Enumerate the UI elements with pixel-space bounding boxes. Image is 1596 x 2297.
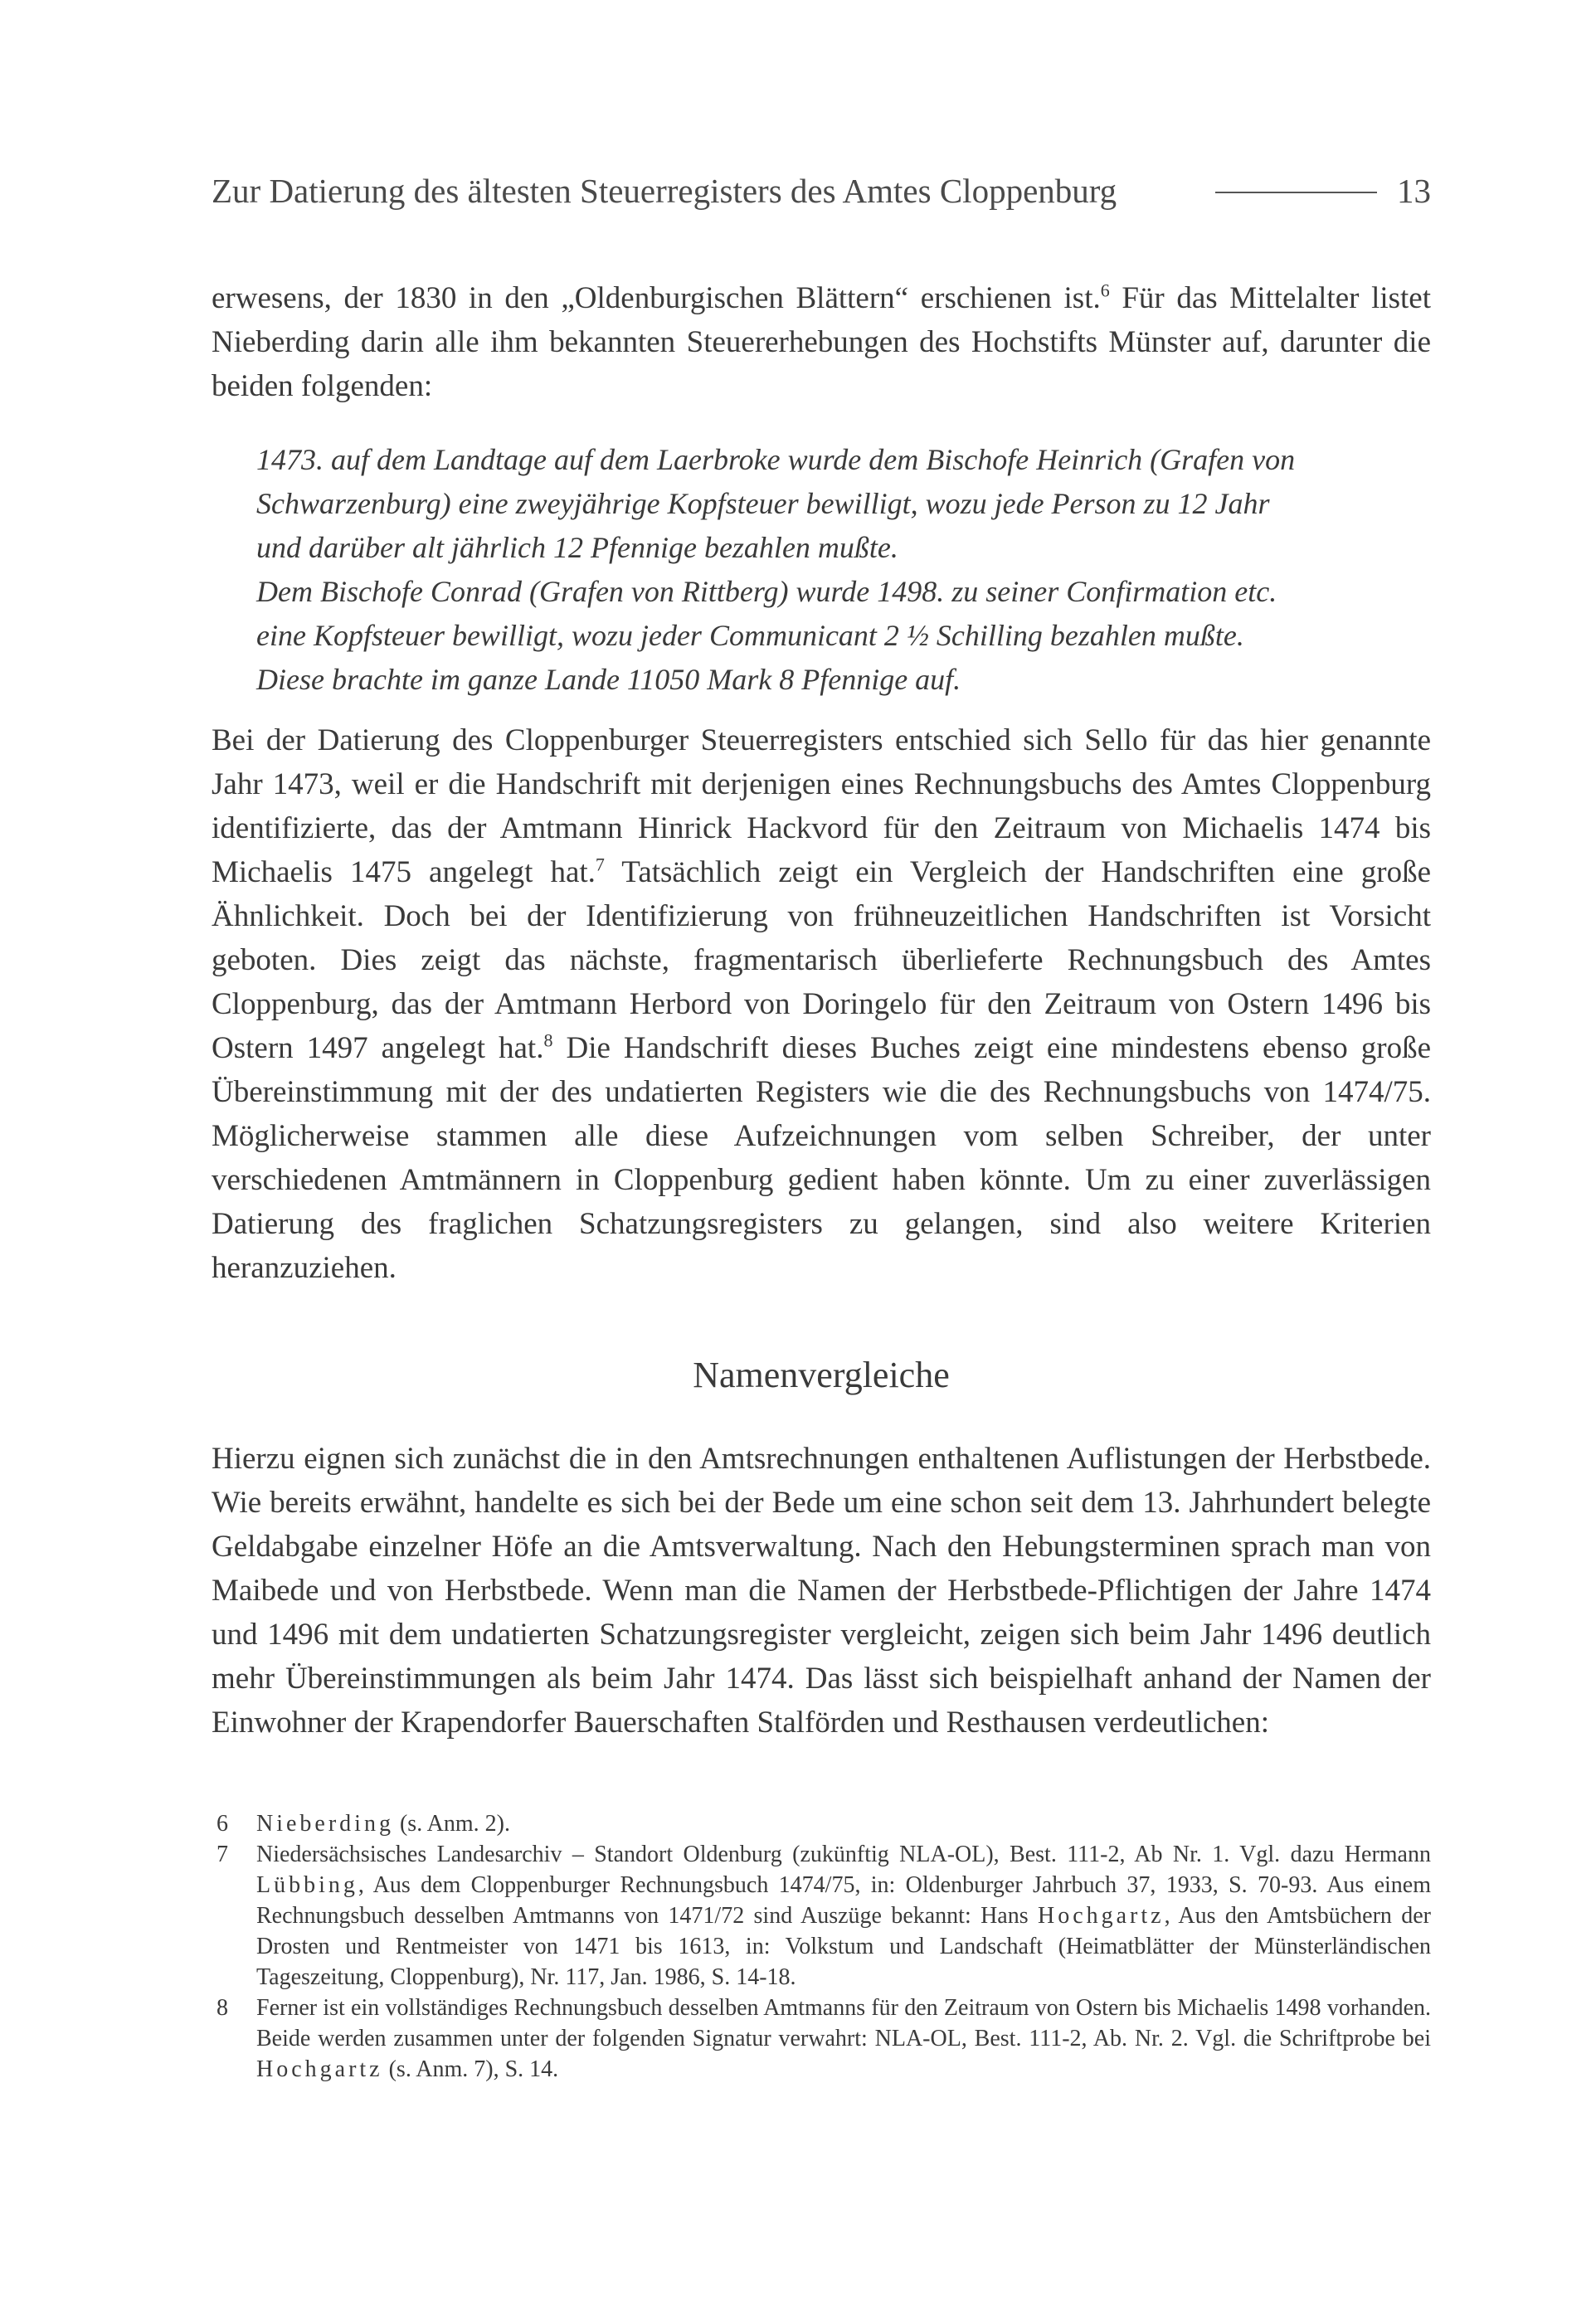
- footnote-author: Hochgartz: [1037, 1903, 1165, 1929]
- footnote-ref-7[interactable]: 7: [595, 854, 605, 875]
- block-quote: [256, 438, 1431, 702]
- paragraph-1-text-a: erwesens, der 1830 in den „Oldenburgischen Blättern“ erschienen ist.: [212, 281, 1101, 315]
- running-head-title: Zur Datierung des ältesten Steuerregisters des Amtes Cloppenburg: [212, 172, 1117, 210]
- footnote-author: Nieberding: [256, 1811, 394, 1837]
- paragraph-2-text-c: Die Handschrift dieses Buches zeigt eine mindestens ebenso große Übereinstimmung mit der des undatierten Registers wie die des Rechnungsbuchs von 1474/75. Möglicherweise stammen alle diese Aufzeichnungen vom selben Schreiber, der unter verschiedenen Amtmännern in Cloppenburg gedient haben könnte. Um zu einer zuverlässigen Datierung des fraglichen Schatzungsregisters zu gelangen, sind also weitere Kriterien heranzuziehen.: [212, 1031, 1432, 1285]
- section-heading: Namenvergleiche: [693, 1355, 950, 1395]
- paragraph-3: Hierzu eignen sich zunächst die in den Amtsrechnungen enthaltenen Auflistungen der Herbstbede. Wie bereits erwähnt, handelte es sich bei der Bede um eine schon seit dem 13. Jahrhundert belegte Geldabgabe einzelner Höfe an die Amtsverwaltung. Nach den Hebungsterminen sprach man von Maibede und von Herbstbede. Wenn man die Namen der Herbstbede-Pflichtigen der Jahre 1474 und 1496 mit dem undatierten Schatzungsregister vergleicht, zeigen sich beim Jahr 1496 deutlich mehr Übereinstimmungen als beim Jahr 1474. Das lässt sich beispielhaft anhand der Namen der Einwohner der Krapendorfer Bauerschaften Stalförden und Resthausen verdeutlichen:: [212, 1442, 1431, 1740]
- footnote-author: Lübbing: [256, 1872, 358, 1898]
- running-head-rule: [1215, 192, 1377, 193]
- footnote-number: 7: [217, 1842, 228, 1867]
- quote-line: eine Kopfsteuer bewilligt, wozu jeder Communicant 2 ½ Schilling bezahlen mußte.: [256, 619, 1244, 652]
- footnote-ref-8[interactable]: 8: [543, 1029, 553, 1051]
- quote-line: Schwarzenburg) eine zweyjährige Kopfsteuer bewilligt, wozu jede Person zu 12 Jahr: [256, 487, 1270, 520]
- paragraph-1-text-b: Für das Mittelalter listet Nieberding darin alle ihm bekannten Steuererhebungen des Hochstifts Münster auf, darunter die beiden folgenden:: [212, 281, 1432, 403]
- quote-line: Diese brachte im ganze Lande 11050 Mark 8 Pfennige auf.: [256, 663, 961, 696]
- footnote-7: [212, 1839, 1431, 1993]
- quote-line: Dem Bischofe Conrad (Grafen von Rittberg) wurde 1498. zu seiner Confirmation etc.: [256, 575, 1277, 608]
- footnote-number: 8: [217, 1995, 228, 2021]
- quote-line: und darüber alt jährlich 12 Pfennige bezahlen mußte.: [256, 531, 898, 564]
- footnote-text: , Aus den Amtsbüchern der Drosten und Rentmeister von 1471 bis 1613, in: Volkstum und Landschaft (Heimatblätter der Münsterländischen Tageszeitung, Cloppenburg), Nr. 117, Jan. 1986, S. 14-18.: [256, 1903, 1432, 1990]
- footnote-ref-6[interactable]: 6: [1100, 280, 1110, 301]
- footnote-text: (s. Anm. 7), S. 14.: [382, 2056, 559, 2082]
- footnote-number: 6: [217, 1811, 228, 1837]
- paragraph-1: [212, 276, 1431, 408]
- footnote-author: Hochgartz: [256, 2056, 383, 2082]
- footnote-text: (s. Anm. 2).: [393, 1811, 510, 1837]
- footnote-8: [212, 1993, 1431, 2085]
- running-head: [212, 170, 1431, 212]
- paragraph-2-text-b: Tatsächlich zeigt ein Vergleich der Handschriften eine große Ähnlichkeit. Doch bei der Identifizierung von frühneuzeitlichen Handschriften ist Vorsicht geboten. Dies zeigt das nächste, fragmentarisch überlieferte Rechnungsbuch des Amtes Cloppenburg, das der Amtmann Herbord von Doringelo für den Zeitraum von Ostern 1496 bis Ostern 1497 angelegt hat.: [212, 855, 1431, 1065]
- paragraph-2: [212, 718, 1431, 1290]
- paragraph-2-text-a: Bei der Datierung des Cloppenburger Steuerregisters entschied sich Sello für das hier genannte Jahr 1473, weil er die Handschrift mit derjenigen eines Rechnungsbuchs des Amtes Cloppenburg identifizierte, das der Amtmann Hinrick Hackvord für den Zeitraum von Michaelis 1474 bis Michaelis 1475 angelegt hat.: [212, 723, 1431, 889]
- footnote-text: Niedersächsisches Landesarchiv – Standort Oldenburg (zukünftig NLA-OL), Best. 111-2, Ab Nr. 1. Vgl. dazu Hermann: [256, 1842, 1431, 1867]
- quote-line: 1473. auf dem Landtage auf dem Laerbroke wurde dem Bischofe Heinrich (Grafen von: [256, 443, 1296, 476]
- footnotes: [212, 1808, 1431, 2085]
- footnote-text: , Aus dem Cloppenburger Rechnungsbuch 1474/75, in: Oldenburger Jahrbuch 37, 1933, S. 70-93. Aus einem Rechnungsbuch desselben Amtmanns von 1471/72 sind Auszüge bekannt: Hans: [256, 1872, 1431, 1929]
- page-number: 13: [1397, 172, 1431, 210]
- footnote-6: [212, 1808, 1431, 1839]
- footnote-text: Ferner ist ein vollständiges Rechnungsbuch desselben Amtmanns für den Zeitraum von Ostern bis Michaelis 1498 vorhanden. Beide werden zusammen unter der folgenden Signatur verwahrt: NLA-OL, Best. 111-2, Ab. Nr. 2. Vgl. die Schriftprobe bei: [256, 1995, 1431, 2051]
